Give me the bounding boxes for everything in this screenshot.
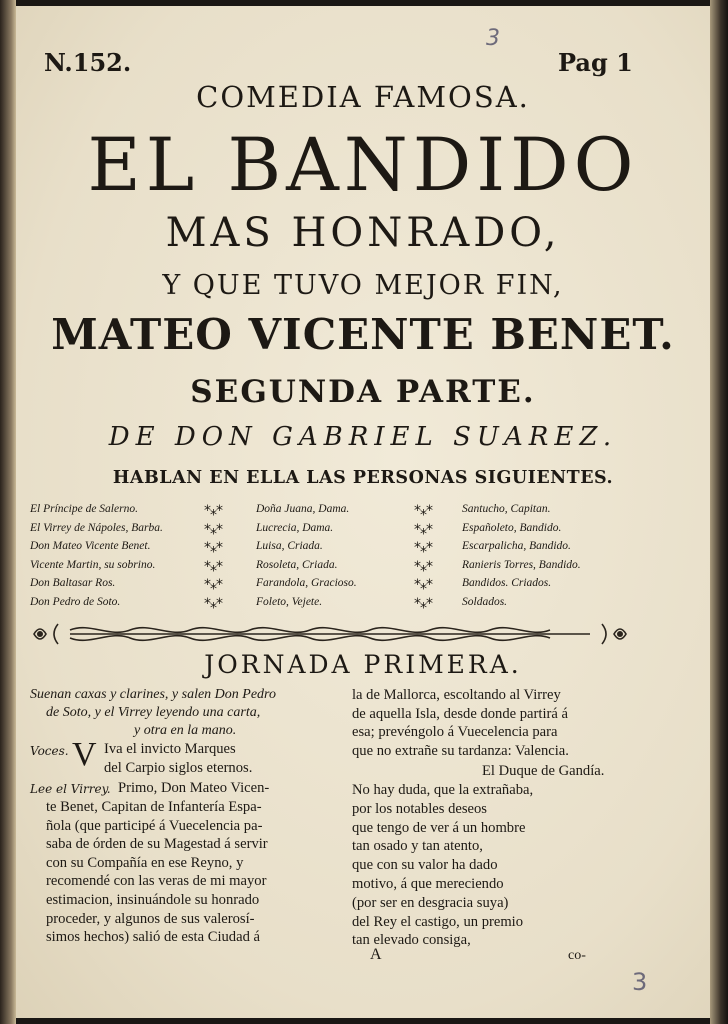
title-line-mejor-fin: Y QUE TUVO MEJOR FIN, (162, 270, 564, 301)
cast-column-2 (256, 500, 357, 611)
asterism: *⁎* (204, 540, 222, 556)
verse-line: Iva el invicto Marques (104, 741, 236, 757)
asterism: *⁎* (204, 558, 222, 575)
handwritten-folio-top: 3 (486, 26, 500, 51)
prose-line: simos hechos) salió de esta Ciudad á (46, 929, 260, 946)
cast-entry: Ranieris Torres, Bandido. (462, 558, 581, 571)
cast-entry: El Príncipe de Salerno. (30, 503, 138, 515)
asterism: *⁎* (204, 503, 222, 519)
prose-line: recomendé con las veras de mi mayor (46, 873, 267, 890)
asterism: *⁎* (414, 577, 432, 593)
letter-signature: El Duque de Gandía. (482, 763, 605, 779)
cast-entry: Doña Juana, Dama. (256, 503, 350, 515)
prose-line: Primo, Don Mateo Vicen- (118, 780, 270, 796)
asterism-column-1 (204, 502, 222, 613)
verse-line: que con su valor ha dado (352, 857, 498, 874)
asterism: *⁎* (414, 595, 432, 612)
left-prose-block (46, 798, 268, 947)
verse-line: No hay duda, que la extrañaba, (352, 782, 534, 798)
cast-entry: Españoleto, Bandido. (462, 521, 562, 534)
prose-line: estimacion, insinuándole su honrado (46, 891, 260, 908)
title-main: EL BANDIDO (87, 123, 639, 208)
cast-entry: Don Baltasar Ros. (30, 577, 116, 589)
book-page (16, 6, 710, 1018)
title-line-mas-honrado: MAS HONRADO, (165, 210, 561, 256)
ornament-rule (30, 620, 630, 648)
asterism: *⁎* (204, 595, 222, 612)
stage-direction: Suenan caxas y clarines, y salen Don Pedro (30, 687, 276, 702)
cast-entry: Don Mateo Vicente Benet. (30, 540, 151, 552)
right-verse-block (352, 781, 533, 950)
prose-line: proceder, y algunos de sus valerosí- (46, 910, 255, 927)
cast-entry: Farandola, Gracioso. (256, 577, 357, 589)
catchword: co- (568, 948, 586, 963)
verse-line: por los notables deseos (352, 800, 487, 817)
handwritten-folio-bottom: 3 (632, 968, 648, 996)
right-prose-block (352, 686, 569, 760)
title-line-segunda-parte: SEGUNDA PARTE. (190, 374, 536, 410)
book-right-edge (710, 0, 728, 1024)
cast-entry: Rosoleta, Criada. (256, 558, 338, 571)
asterism-column-2 (414, 502, 432, 613)
asterism: *⁎* (414, 503, 432, 519)
cast-entry: Luisa, Criada. (256, 540, 323, 552)
verse-line: motivo, á que mereciendo (352, 875, 504, 892)
verse-line: (por ser en desgracia suya) (352, 894, 509, 911)
verse-line: tan osado y tan atento, (352, 838, 483, 855)
prose-line: te Benet, Capitan de Infantería Espa- (46, 799, 262, 815)
cast-entry: Foleto, Vejete. (256, 595, 323, 608)
speaker-label: Voces. (30, 744, 69, 758)
stage-direction: de Soto, y el Virrey leyendo una carta, (46, 705, 261, 720)
cast-entry: El Virrey de Nápoles, Barba. (30, 521, 163, 534)
asterism: *⁎* (414, 558, 432, 575)
verse-line: tan elevado consiga, (352, 932, 471, 949)
page-number-label: N.152. (44, 48, 132, 77)
cast-entry: Soldados. (462, 595, 508, 608)
asterism: *⁎* (204, 521, 222, 538)
cast-entry: Lucrecia, Dama. (256, 521, 334, 534)
prose-line: saba de órden de su Magestad á servir (46, 836, 268, 853)
drop-cap: V (72, 736, 97, 773)
speaker-label: Lee el Virrey. (30, 782, 111, 796)
verse-line: del Carpio siglos eternos. (104, 760, 253, 776)
cast-entry: Bandidos. Criados. (462, 577, 552, 589)
cast-entry: Santucho, Capitan. (462, 503, 551, 515)
author-line: DE DON GABRIEL SUAREZ. (108, 422, 618, 452)
cast-column-3 (462, 500, 581, 611)
asterism: *⁎* (414, 521, 432, 538)
cast-entry: Vicente Martin, su sobrino. (30, 558, 156, 571)
verse-line: que tengo de ver á un hombre (352, 819, 526, 836)
stage-direction: y otra en la mano. (134, 723, 237, 738)
prose-line: de aquella Isla, desde donde partirá á (352, 705, 568, 722)
title-line-mateo: MATEO VICENTE BENET. (51, 310, 675, 359)
act-heading: JORNADA PRIMERA. (204, 650, 522, 679)
prose-line: ñola (que participé á Vuecelencia pa- (46, 817, 263, 834)
book-left-edge (0, 0, 16, 1024)
prose-line: la de Mallorca, escoltando al Virrey (352, 687, 561, 703)
page-folio: Pag 1 (558, 48, 633, 77)
prose-line: esa; prevéngolo á Vuecelencia para (352, 724, 558, 741)
signature-mark: A (370, 946, 382, 963)
title-line-comedia: COMEDIA FAMOSA. (196, 80, 530, 114)
cast-entry: Escarpalicha, Bandido. (462, 540, 571, 552)
asterism: *⁎* (414, 540, 432, 556)
prose-line: que no extrañe su tardanza: Valencia. (352, 742, 569, 759)
verse-line: del Rey el castigo, un premio (352, 913, 524, 930)
cast-entry: Don Pedro de Soto. (30, 595, 121, 608)
cast-heading: HABLAN EN ELLA LAS PERSONAS SIGUIENTES. (112, 468, 614, 488)
prose-line: con su Compañía en ese Reyno, y (46, 854, 244, 871)
asterism: *⁎* (204, 577, 222, 593)
cast-column-1 (30, 500, 163, 611)
